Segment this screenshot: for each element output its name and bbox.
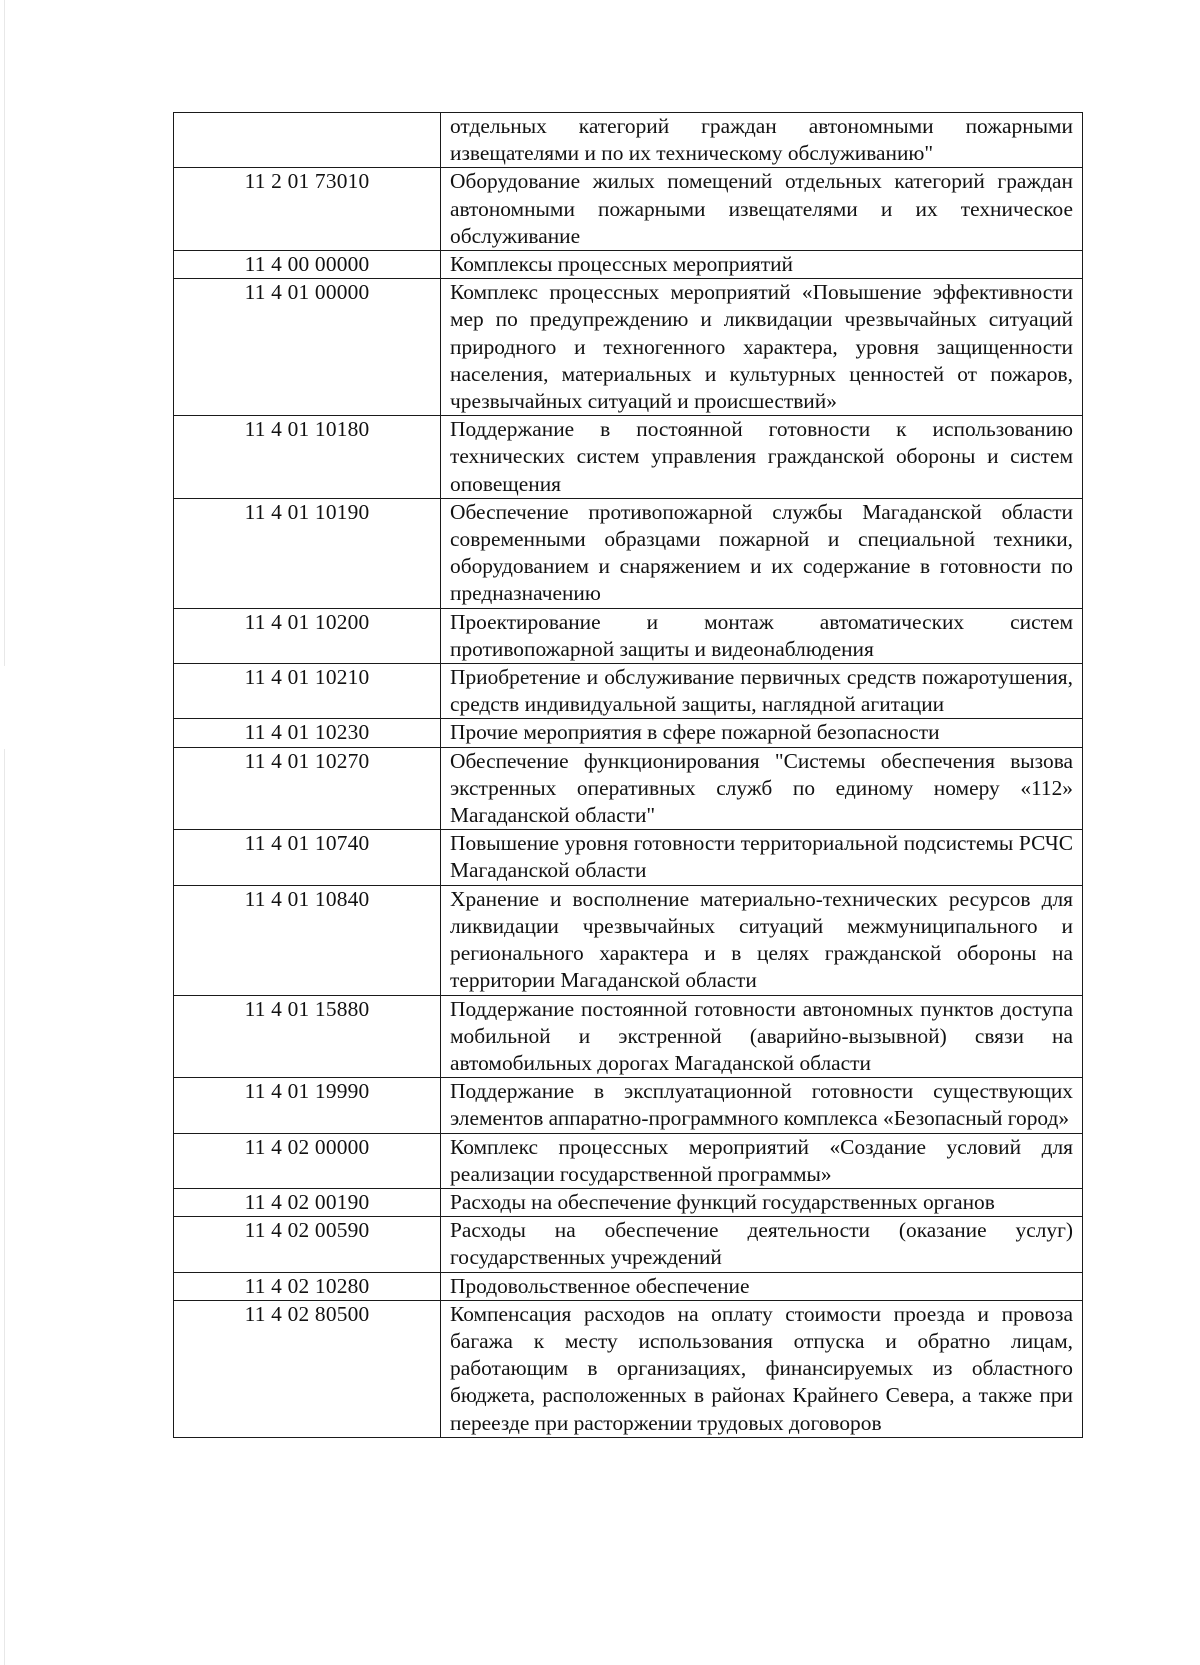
- table-row: [174, 113, 1083, 168]
- name-cell: Хранение и восполнение материально-технических ресурсов для ликвидации чрезвычайных ситуаций межмуниципального и регионального характера и в целях гражданской обороны на территории Магаданской области: [441, 885, 1083, 995]
- name-cell: Компенсация расходов на оплату стоимости проезда и провоза багажа к месту использования отпуска и обратно лицам, работающим в организациях, финансируемых из областного бюджета, расположенных в районах Крайнего Севера, а также при переезде при расторжении трудовых договоров: [441, 1300, 1083, 1437]
- code-cell: 11 4 02 00590: [174, 1217, 441, 1272]
- code-cell: 11 4 01 10740: [174, 830, 441, 885]
- table-row: [174, 1272, 1083, 1300]
- name-cell: Обеспечение противопожарной службы Магаданской области современными образцами пожарной и специальной техники, оборудованием и снаряжением и их содержание в готовности по предназначению: [441, 498, 1083, 608]
- table-row: [174, 1133, 1083, 1188]
- name-cell: Продовольственное обеспечение: [441, 1272, 1083, 1300]
- code-cell: 11 4 01 10270: [174, 747, 441, 830]
- code-cell: 11 4 01 19990: [174, 1078, 441, 1133]
- name-cell: Проектирование и монтаж автоматических систем противопожарной защиты и видеонаблюдения: [441, 608, 1083, 663]
- table-row: [174, 608, 1083, 663]
- table-row: [174, 279, 1083, 416]
- table-row: [174, 1300, 1083, 1437]
- name-cell: Расходы на обеспечение деятельности (оказание услуг) государственных учреждений: [441, 1217, 1083, 1272]
- table-row: [174, 1217, 1083, 1272]
- name-cell: Приобретение и обслуживание первичных средств пожаротушения, средств индивидуальной защиты, наглядной агитации: [441, 664, 1083, 719]
- table-row: [174, 1078, 1083, 1133]
- budget-codes-table: [173, 112, 1083, 1438]
- code-cell: 11 4 02 00190: [174, 1188, 441, 1216]
- code-cell: 11 4 01 10230: [174, 719, 441, 747]
- code-cell: 11 4 02 00000: [174, 1133, 441, 1188]
- table-row: [174, 498, 1083, 608]
- code-cell: 11 4 01 10190: [174, 498, 441, 608]
- code-cell: 11 2 01 73010: [174, 168, 441, 251]
- code-cell: 11 4 00 00000: [174, 251, 441, 279]
- code-cell: 11 4 02 10280: [174, 1272, 441, 1300]
- code-cell: 11 4 01 10200: [174, 608, 441, 663]
- code-cell: 11 4 01 00000: [174, 279, 441, 416]
- table-row: [174, 830, 1083, 885]
- table-row: [174, 251, 1083, 279]
- table-row: [174, 1188, 1083, 1216]
- table-row: [174, 747, 1083, 830]
- code-cell: 11 4 01 15880: [174, 995, 441, 1078]
- scan-page-edge: [4, 0, 5, 1665]
- table-body: [174, 113, 1083, 1438]
- table-row: [174, 168, 1083, 251]
- table-row: [174, 719, 1083, 747]
- name-cell: Поддержание в эксплуатационной готовности существующих элементов аппаратно-программного комплекса «Безопасный город»: [441, 1078, 1083, 1133]
- code-cell: 11 4 01 10840: [174, 885, 441, 995]
- table-row: [174, 664, 1083, 719]
- table-row: [174, 995, 1083, 1078]
- code-cell: [174, 113, 441, 168]
- table-row: [174, 885, 1083, 995]
- name-cell: Прочие мероприятия в сфере пожарной безопасности: [441, 719, 1083, 747]
- code-cell: 11 4 02 80500: [174, 1300, 441, 1437]
- name-cell: Поддержание в постоянной готовности к использованию технических систем управления гражданской обороны и систем оповещения: [441, 416, 1083, 499]
- name-cell: Комплекс процессных мероприятий «Повышение эффективности мер по предупреждению и ликвидации чрезвычайных ситуаций природного и техногенного характера, уровня защищенности населения, материальных и культурных ценностей от пожаров, чрезвычайных ситуаций и происшествий»: [441, 279, 1083, 416]
- name-cell: Расходы на обеспечение функций государственных органов: [441, 1188, 1083, 1216]
- name-cell: Повышение уровня готовности территориальной подсистемы РСЧС Магаданской области: [441, 830, 1083, 885]
- name-cell: Комплексы процессных мероприятий: [441, 251, 1083, 279]
- name-cell: Оборудование жилых помещений отдельных категорий граждан автономными пожарными извещателями и их техническое обслуживание: [441, 168, 1083, 251]
- code-cell: 11 4 01 10180: [174, 416, 441, 499]
- name-cell: Комплекс процессных мероприятий «Создание условий для реализации государственной программы»: [441, 1133, 1083, 1188]
- name-cell: отдельных категорий граждан автономными пожарными извещателями и по их техническому обслуживанию": [441, 113, 1083, 168]
- name-cell: Обеспечение функционирования "Системы обеспечения вызова экстренных оперативных служб по единому номеру «112» Магаданской области": [441, 747, 1083, 830]
- table-row: [174, 416, 1083, 499]
- code-cell: 11 4 01 10210: [174, 664, 441, 719]
- name-cell: Поддержание постоянной готовности автономных пунктов доступа мобильной и экстренной (аварийно-вызывной) связи на автомобильных дорогах Магаданской области: [441, 995, 1083, 1078]
